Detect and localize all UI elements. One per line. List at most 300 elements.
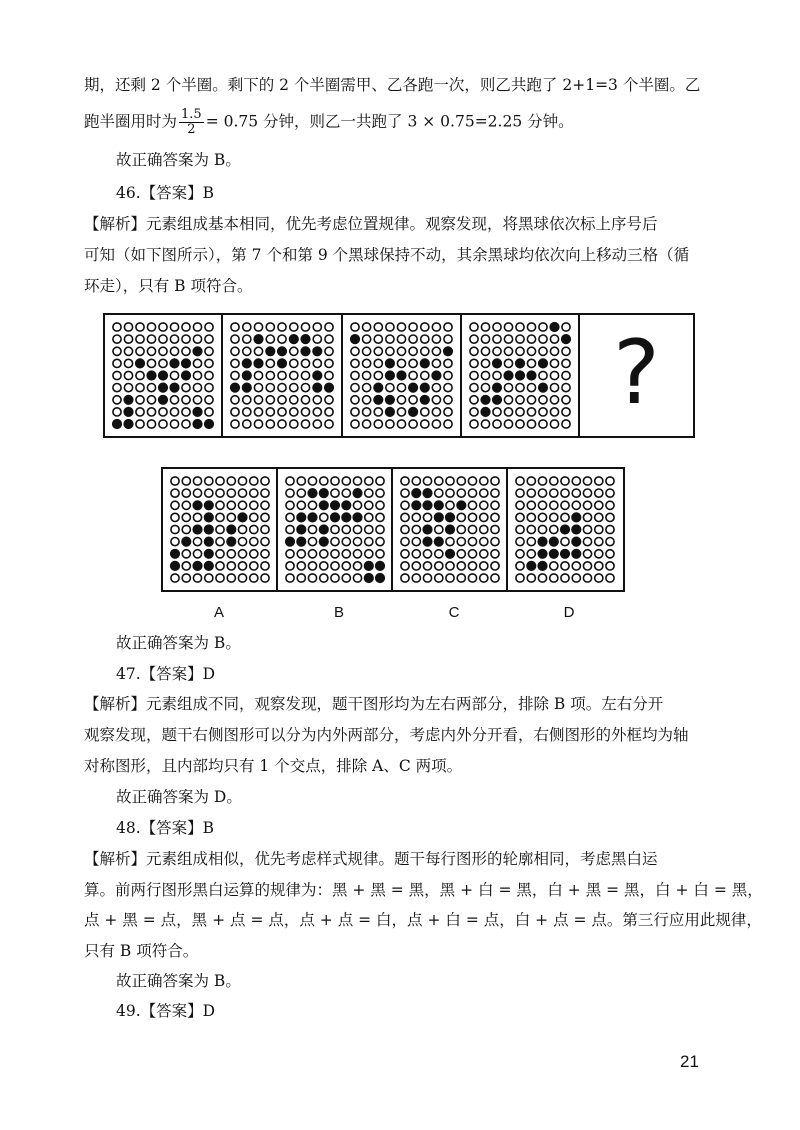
white-dot (250, 477, 258, 485)
white-dot (491, 513, 499, 521)
white-dot (286, 562, 294, 570)
white-dot (266, 371, 274, 379)
white-dot (583, 525, 591, 533)
black-dot (193, 407, 202, 416)
white-dot (468, 562, 476, 570)
white-dot (516, 347, 524, 355)
black-dot (242, 359, 251, 368)
white-dot (539, 335, 547, 343)
white-dot (193, 335, 201, 343)
white-dot (493, 371, 501, 379)
black-dot (319, 537, 328, 546)
figure-panel-2 (223, 315, 343, 436)
black-dot (227, 537, 236, 546)
white-dot (376, 550, 384, 558)
white-dot (550, 396, 558, 404)
white-dot (325, 420, 333, 428)
white-dot (365, 501, 373, 509)
white-dot (113, 408, 121, 416)
black-dot (375, 573, 384, 582)
black-dot (170, 383, 179, 392)
white-dot (238, 562, 246, 570)
white-dot (254, 420, 262, 428)
white-dot (481, 347, 489, 355)
black-dot (445, 525, 454, 534)
white-dot (308, 538, 316, 546)
white-dot (397, 384, 405, 392)
white-dot (261, 538, 269, 546)
white-dot (266, 396, 274, 404)
white-dot (480, 550, 488, 558)
black-dot (193, 501, 202, 510)
white-dot (527, 420, 535, 428)
white-dot (325, 323, 333, 331)
white-dot (170, 396, 178, 404)
black-dot (313, 371, 322, 380)
black-dot (308, 488, 317, 497)
white-dot (538, 501, 546, 509)
white-dot (444, 323, 452, 331)
white-dot (193, 323, 201, 331)
white-dot (238, 525, 246, 533)
white-dot (595, 562, 603, 570)
white-dot (409, 347, 417, 355)
white-dot (561, 574, 569, 582)
white-dot (351, 420, 359, 428)
black-dot (572, 549, 581, 558)
white-dot (331, 489, 339, 497)
white-dot (171, 501, 179, 509)
white-dot (527, 408, 535, 416)
white-dot (470, 396, 478, 404)
answer-line: 故正确答案为 B。 (116, 151, 241, 169)
white-dot (147, 359, 155, 367)
white-dot (504, 384, 512, 392)
white-dot (412, 477, 420, 485)
black-dot (527, 371, 536, 380)
white-dot (250, 574, 258, 582)
white-dot (261, 574, 269, 582)
white-dot (113, 347, 121, 355)
white-dot (423, 550, 431, 558)
white-dot (401, 562, 409, 570)
white-dot (412, 550, 420, 558)
white-dot (243, 408, 251, 416)
option-label-b: B (333, 604, 344, 621)
white-dot (124, 323, 132, 331)
white-dot (606, 513, 614, 521)
black-dot (277, 347, 286, 356)
black-dot (385, 407, 394, 416)
white-dot (480, 477, 488, 485)
black-dot (420, 359, 429, 368)
white-dot (170, 420, 178, 428)
white-dot (538, 525, 546, 533)
white-dot (227, 574, 235, 582)
white-dot (159, 347, 167, 355)
black-dot (297, 537, 306, 546)
white-dot (353, 525, 361, 533)
white-dot (444, 420, 452, 428)
white-dot (231, 323, 239, 331)
black-dot (238, 513, 247, 522)
white-dot (583, 477, 591, 485)
white-dot (278, 323, 286, 331)
white-dot (254, 408, 262, 416)
black-dot (549, 549, 558, 558)
fraction-denominator: 2 (187, 122, 196, 137)
white-dot (493, 420, 501, 428)
white-dot (538, 513, 546, 521)
black-dot (423, 488, 432, 497)
white-dot (136, 408, 144, 416)
white-dot (446, 477, 454, 485)
white-dot (539, 420, 547, 428)
white-dot (159, 359, 167, 367)
black-dot (374, 383, 383, 392)
white-dot (286, 550, 294, 558)
white-dot (205, 323, 213, 331)
white-dot (353, 562, 361, 570)
white-dot (159, 420, 167, 428)
white-dot (480, 538, 488, 546)
white-dot (231, 371, 239, 379)
white-dot (301, 396, 309, 404)
white-dot (386, 323, 394, 331)
white-dot (261, 489, 269, 497)
black-dot (385, 359, 394, 368)
white-dot (331, 477, 339, 485)
white-dot (351, 323, 359, 331)
white-dot (572, 489, 580, 497)
explanation-line: 【解析】元素组成不同，观察发现，题干图形均为左右两部分，排除 B 项。左右分开 (84, 695, 664, 713)
black-dot (385, 371, 394, 380)
white-dot (113, 335, 121, 343)
white-dot (286, 513, 294, 521)
white-dot (432, 359, 440, 367)
white-dot (550, 384, 558, 392)
black-dot (297, 525, 306, 534)
black-dot (204, 513, 213, 522)
white-dot (313, 408, 321, 416)
dot-grid (508, 469, 622, 590)
white-dot (397, 347, 405, 355)
white-dot (342, 477, 350, 485)
white-dot (182, 335, 190, 343)
white-dot (572, 574, 580, 582)
black-dot (324, 383, 333, 392)
white-dot (562, 420, 570, 428)
dot-grid (223, 315, 341, 436)
black-dot (434, 501, 443, 510)
white-dot (261, 562, 269, 570)
white-dot (606, 501, 614, 509)
white-dot (363, 335, 371, 343)
white-dot (493, 347, 501, 355)
white-dot (606, 574, 614, 582)
white-dot (606, 538, 614, 546)
black-dot (204, 501, 213, 510)
white-dot (468, 525, 476, 533)
white-dot (527, 323, 535, 331)
paragraph-line-with-fraction (84, 108, 574, 137)
white-dot (216, 538, 224, 546)
black-dot (432, 371, 441, 380)
black-dot (353, 488, 362, 497)
black-dot (181, 359, 190, 368)
explanation-line: 环走），只有 B 项符合。 (84, 277, 253, 295)
white-dot (504, 347, 512, 355)
black-dot (204, 561, 213, 570)
white-dot (432, 408, 440, 416)
black-dot (124, 419, 133, 428)
white-dot (480, 525, 488, 533)
black-dot (353, 513, 362, 522)
white-dot (595, 501, 603, 509)
white-dot (243, 335, 251, 343)
explanation-line: 可知（如下图所示），第 7 个和第 9 个黑球保持不动，其余黑球均依次向上移动三格（循 (84, 246, 690, 264)
white-dot (583, 501, 591, 509)
white-dot (401, 477, 409, 485)
white-dot (254, 384, 262, 392)
white-dot (516, 323, 524, 331)
white-dot (331, 550, 339, 558)
white-dot (308, 501, 316, 509)
white-dot (374, 408, 382, 416)
white-dot (301, 420, 309, 428)
white-dot (313, 396, 321, 404)
black-dot (112, 419, 121, 428)
white-dot (401, 501, 409, 509)
white-dot (444, 408, 452, 416)
white-dot (409, 323, 417, 331)
black-dot (412, 501, 421, 510)
white-dot (412, 513, 420, 521)
white-dot (561, 562, 569, 570)
white-dot (254, 371, 262, 379)
black-dot (445, 513, 454, 522)
white-dot (182, 562, 190, 570)
white-dot (595, 574, 603, 582)
white-dot (595, 525, 603, 533)
black-dot (434, 513, 443, 522)
white-dot (468, 477, 476, 485)
white-dot (412, 538, 420, 546)
white-dot (266, 323, 274, 331)
white-dot (171, 489, 179, 497)
white-dot (527, 525, 535, 533)
white-dot (365, 477, 373, 485)
black-dot (572, 537, 581, 546)
white-dot (493, 335, 501, 343)
white-dot (572, 477, 580, 485)
white-dot (351, 347, 359, 355)
white-dot (216, 513, 224, 521)
dot-grid (163, 469, 277, 590)
white-dot (480, 562, 488, 570)
white-dot (278, 371, 286, 379)
white-dot (325, 371, 333, 379)
fraction (179, 108, 204, 137)
white-dot (386, 347, 394, 355)
white-dot (254, 347, 262, 355)
white-dot (504, 359, 512, 367)
white-dot (227, 489, 235, 497)
white-dot (432, 396, 440, 404)
white-dot (227, 562, 235, 570)
black-dot (364, 573, 373, 582)
explanation-line: 点 + 黑 = 点，黑 + 点 = 点，点 + 点 = 白，点 + 白 = 点，白 + 点 = 点。第三行应用此规律， (84, 911, 762, 929)
white-dot (290, 359, 298, 367)
white-dot (470, 408, 478, 416)
white-dot (446, 562, 454, 570)
black-dot (242, 383, 251, 392)
white-dot (516, 513, 524, 521)
answer-line: 故正确答案为 B。 (116, 634, 241, 652)
white-dot (182, 347, 190, 355)
white-dot (561, 501, 569, 509)
white-dot (227, 550, 235, 558)
black-dot (227, 525, 236, 534)
white-dot (481, 335, 489, 343)
white-dot (136, 371, 144, 379)
white-dot (351, 396, 359, 404)
white-dot (238, 501, 246, 509)
white-dot (470, 384, 478, 392)
white-dot (527, 335, 535, 343)
white-dot (351, 408, 359, 416)
black-dot (182, 537, 191, 546)
black-dot (375, 561, 384, 570)
white-dot (308, 525, 316, 533)
white-dot (516, 501, 524, 509)
white-dot (243, 420, 251, 428)
white-dot (491, 489, 499, 497)
white-dot (147, 396, 155, 404)
white-dot (480, 489, 488, 497)
white-dot (320, 574, 328, 582)
white-dot (386, 335, 394, 343)
white-dot (376, 501, 384, 509)
black-dot (230, 383, 239, 392)
white-dot (147, 420, 155, 428)
option-panel-d (508, 469, 623, 590)
white-dot (250, 501, 258, 509)
black-dot (412, 488, 421, 497)
white-dot (481, 420, 489, 428)
white-dot (468, 574, 476, 582)
white-dot (159, 323, 167, 331)
white-dot (254, 323, 262, 331)
black-dot (420, 383, 429, 392)
white-dot (136, 396, 144, 404)
white-dot (491, 562, 499, 570)
white-dot (216, 489, 224, 497)
black-dot (170, 359, 179, 368)
black-dot (423, 525, 432, 534)
white-dot (363, 420, 371, 428)
white-dot (297, 501, 305, 509)
black-dot (492, 395, 501, 404)
black-dot (147, 371, 156, 380)
white-dot (606, 489, 614, 497)
white-dot (421, 335, 429, 343)
white-dot (365, 550, 373, 558)
white-dot (216, 501, 224, 509)
white-dot (550, 359, 558, 367)
white-dot (331, 562, 339, 570)
white-dot (538, 477, 546, 485)
white-dot (562, 359, 570, 367)
white-dot (297, 562, 305, 570)
black-dot (289, 334, 298, 343)
white-dot (435, 489, 443, 497)
explanation-line: 算。前两行图形黑白运算的规律为：黑 + 黑 = 黑，黑 + 白 = 黑，白 + 黑 = 黑，白 + 白 = 黑， (84, 881, 763, 899)
white-dot (412, 525, 420, 533)
white-dot (182, 489, 190, 497)
white-dot (432, 335, 440, 343)
white-dot (468, 501, 476, 509)
black-dot (572, 513, 581, 522)
white-dot (493, 408, 501, 416)
white-dot (412, 562, 420, 570)
white-dot (527, 574, 535, 582)
white-dot (193, 477, 201, 485)
white-dot (290, 384, 298, 392)
white-dot (286, 477, 294, 485)
black-dot (170, 549, 179, 558)
white-dot (516, 562, 524, 570)
white-dot (527, 477, 535, 485)
white-dot (409, 371, 417, 379)
white-dot (401, 574, 409, 582)
dot-grid (393, 469, 507, 590)
white-dot (432, 420, 440, 428)
white-dot (397, 359, 405, 367)
white-dot (171, 538, 179, 546)
question-figure (103, 313, 695, 438)
white-dot (325, 408, 333, 416)
white-dot (113, 371, 121, 379)
white-dot (583, 574, 591, 582)
white-dot (583, 538, 591, 546)
white-dot (342, 574, 350, 582)
black-dot (313, 383, 322, 392)
black-dot (397, 371, 406, 380)
white-dot (376, 538, 384, 546)
black-dot (481, 395, 490, 404)
white-dot (290, 323, 298, 331)
white-dot (401, 550, 409, 558)
white-dot (595, 550, 603, 558)
question-answer-heading: 46.【答案】B (116, 184, 215, 202)
white-dot (457, 562, 465, 570)
white-dot (313, 323, 321, 331)
white-dot (297, 550, 305, 558)
white-dot (216, 477, 224, 485)
white-dot (313, 335, 321, 343)
white-dot (468, 489, 476, 497)
white-dot (480, 574, 488, 582)
black-dot (434, 537, 443, 546)
white-dot (365, 513, 373, 521)
white-dot (261, 513, 269, 521)
white-dot (290, 396, 298, 404)
white-dot (353, 550, 361, 558)
white-dot (182, 396, 190, 404)
white-dot (538, 489, 546, 497)
black-dot (158, 395, 167, 404)
